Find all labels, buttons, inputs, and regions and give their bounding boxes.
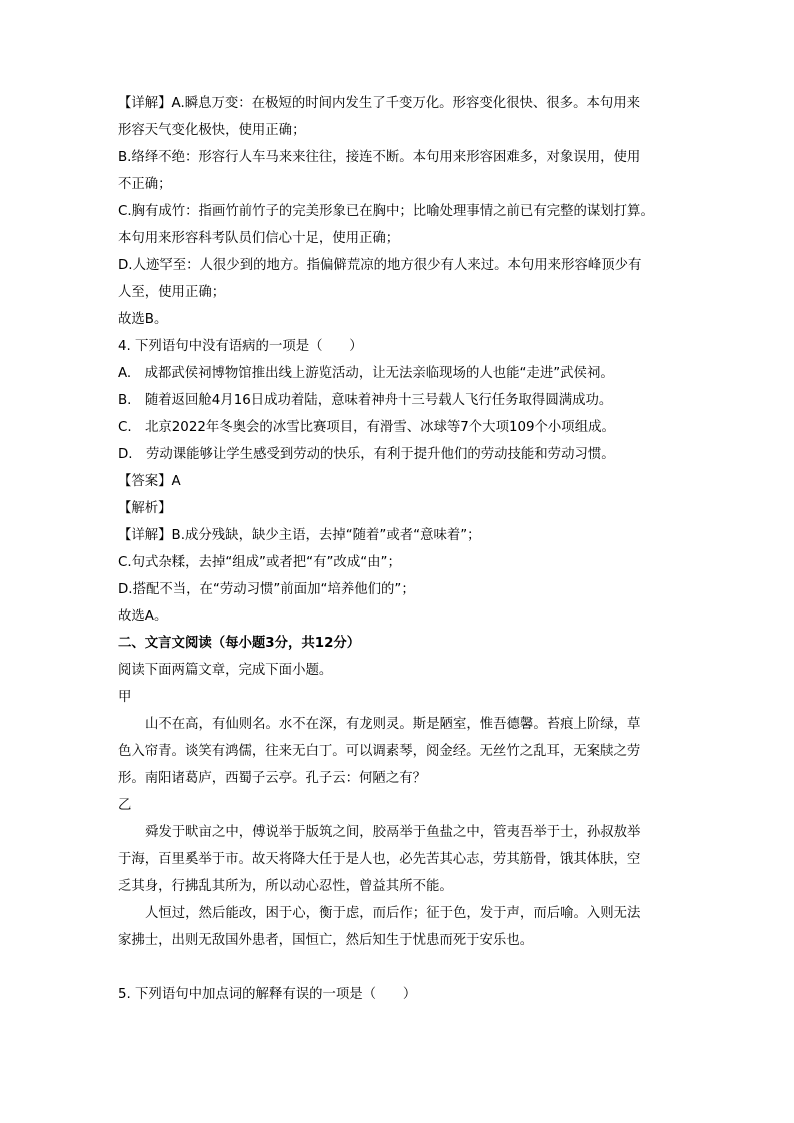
explanation-line: 【详解】A.瞬息万变：在极短的时间内发生了千变万化。形容变化很快、很多。本句用来: [118, 96, 641, 111]
question-stem: 4. 下列语句中没有语病的一项是（ ）: [118, 339, 363, 354]
section-instruction: 阅读下面两篇文章，完成下面小题。: [118, 663, 333, 678]
explanation-line: 形容天气变化极快，使用正确；: [118, 123, 306, 138]
analysis-label: 【解析】: [118, 501, 172, 516]
option-c: C. 北京2022年冬奥会的冰雪比赛项目，有滑雪、冰球等7个大项109个小项组成。: [118, 420, 615, 435]
text-a-label: 甲: [118, 690, 132, 705]
answer: 【答案】A: [118, 474, 181, 489]
text-b-line: 家拂士，出则无敌国外患者，国恒亡，然后知生于忧患而死于安乐也。: [118, 933, 534, 948]
blank-spacer: [118, 954, 678, 981]
option-d: D. 劳动课能够让学生感受到劳动的快乐，有利于提升他们的劳动技能和劳动习惯。: [118, 447, 615, 462]
explanation-line: 故选A。: [118, 609, 168, 624]
q3-explanation: [118, 90, 678, 333]
explanation-line: 本句用来形容科考队员们信心十足，使用正确；: [118, 231, 400, 246]
explanation-line: C.胸有成竹：指画竹前竹子的完美形象已在胸中；比喻处理事情之前已有完整的谋划打算。: [118, 204, 654, 219]
option-a: A. 成都武侯祠博物馆推出线上游览活动，让无法亲临现场的人也能“走进”武侯祠。: [118, 366, 614, 381]
explanation-line: 不正确；: [118, 177, 172, 192]
explanation-line: 人至，使用正确；: [118, 285, 226, 300]
explanation-line: 故选B。: [118, 312, 168, 327]
question-4: [118, 333, 678, 630]
explanation-line: 【详解】B.成分残缺，缺少主语，去掉“随着”或者“意味着”；: [118, 528, 481, 543]
section-classical-reading: [118, 630, 678, 954]
text-b-line: 乏其身，行拂乱其所为，所以动心忍性，曾益其所不能。: [118, 879, 453, 894]
text-b-line: 舜发于畎亩之中，傅说举于版筑之间，胶鬲举于鱼盐之中，管夷吾举于士，孙叔敖举: [145, 825, 641, 840]
text-a-line: 色入帘青。谈笑有鸿儒，往来无白丁。可以调素琴，阅金经。无丝竹之乱耳，无案牍之劳: [118, 744, 641, 759]
explanation-line: C.句式杂糅，去掉“组成”或者把“有”改成“由”；: [118, 555, 401, 570]
section-heading: 二、文言文阅读（每小题3分，共12分）: [118, 636, 361, 651]
question-5-stem: 5. 下列语句中加点词的解释有误的一项是（ ）: [118, 987, 417, 1002]
text-a-line: 山不在高，有仙则名。水不在深，有龙则灵。斯是陋室，惟吾德馨。苔痕上阶绿，草: [145, 717, 641, 732]
text-b-line: 人恒过，然后能改，困于心，衡于虑，而后作；征于色，发于声，而后喻。入则无法: [145, 906, 641, 921]
explanation-line: D.搭配不当，在“劳动习惯”前面加“培养他们的”；: [118, 582, 415, 597]
explanation-line: B.络绎不绝：形容行人车马来来往往，接连不断。本句用来形容困难多，对象误用，使用: [118, 150, 641, 165]
document-page: [118, 90, 678, 1008]
option-b: B. 随着返回舱4月16日成功着陆，意味着神舟十三号载人飞行任务取得圆满成功。: [118, 393, 613, 408]
text-a-line: 形。南阳诸葛庐，西蜀子云亭。孔子云：何陋之有？: [118, 771, 426, 786]
text-b-line: 于海，百里奚举于市。故天将降大任于是人也，必先苦其心志，劳其筋骨，饿其体肤，空: [118, 852, 641, 867]
text-b-label: 乙: [118, 798, 132, 813]
explanation-line: D.人迹罕至：人很少到的地方。指偏僻荒凉的地方很少有人来过。本句用来形容峰顶少有: [118, 258, 642, 273]
